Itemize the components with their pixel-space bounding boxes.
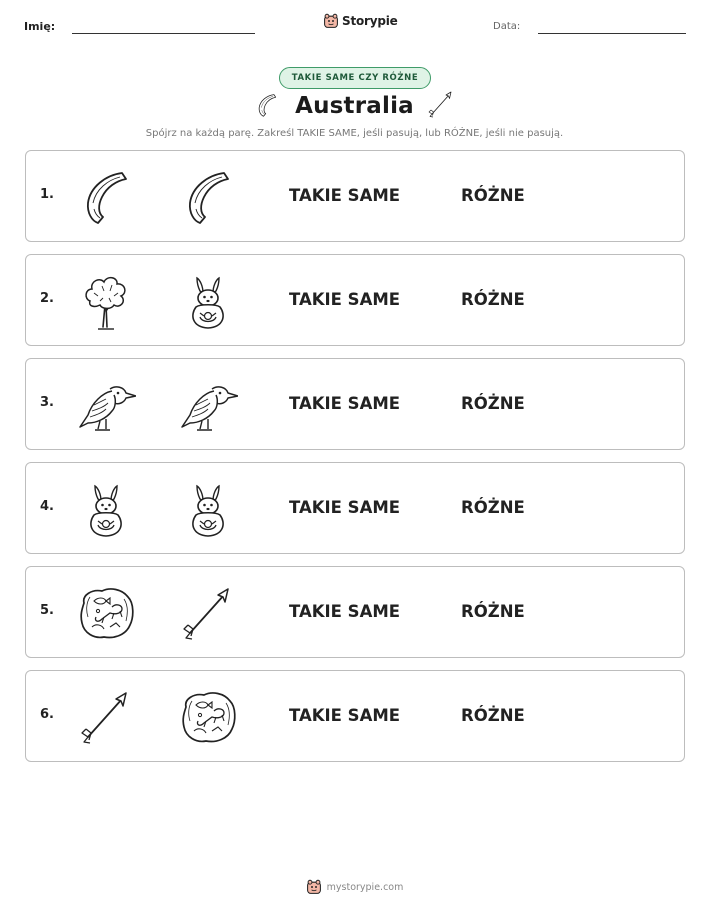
option-different[interactable]: RÓŻNE bbox=[461, 290, 525, 309]
option-different[interactable]: RÓŻNE bbox=[461, 498, 525, 517]
kangaroo-icon bbox=[178, 271, 238, 331]
instructions: Spójrz na każdą parę. Zakreśl TAKIE SAME, jeśli pasują, lub RÓŻNE, jeśli nie pasują. bbox=[145, 128, 564, 139]
row-number: 6. bbox=[40, 707, 54, 722]
exercise-row bbox=[25, 462, 685, 554]
date-label: Data: bbox=[493, 21, 521, 32]
brand-name: Storypie bbox=[342, 14, 398, 28]
storypie-logo-icon bbox=[323, 13, 339, 29]
option-same[interactable]: TAKIE SAME bbox=[289, 290, 401, 309]
name-label: Imię: bbox=[24, 20, 56, 33]
footer bbox=[0, 879, 709, 895]
exercise-row bbox=[25, 566, 685, 658]
exercise-row bbox=[25, 358, 685, 450]
page-title: Australia bbox=[295, 93, 414, 119]
row-number: 5. bbox=[40, 603, 54, 618]
boomerang-icon bbox=[178, 167, 238, 227]
row-number: 1. bbox=[40, 187, 54, 202]
tree-icon bbox=[76, 271, 136, 331]
row-number: 2. bbox=[40, 291, 54, 306]
option-different[interactable]: RÓŻNE bbox=[461, 602, 525, 621]
date-line[interactable] bbox=[538, 33, 686, 34]
kangaroo-icon bbox=[178, 479, 238, 539]
option-same[interactable]: TAKIE SAME bbox=[289, 498, 401, 517]
footer-url[interactable]: mystorypie.com bbox=[326, 881, 404, 893]
spear-icon bbox=[426, 89, 456, 119]
rock-art-icon bbox=[178, 687, 238, 747]
name-line[interactable] bbox=[72, 33, 255, 34]
kangaroo-icon bbox=[76, 479, 136, 539]
spear-icon bbox=[178, 583, 238, 643]
row-number: 4. bbox=[40, 499, 54, 514]
storypie-logo-icon bbox=[306, 879, 322, 895]
exercise-row bbox=[25, 254, 685, 346]
option-different[interactable]: RÓŻNE bbox=[461, 394, 525, 413]
exercise-row bbox=[25, 150, 685, 242]
option-same[interactable]: TAKIE SAME bbox=[289, 394, 401, 413]
option-same[interactable]: TAKIE SAME bbox=[289, 186, 401, 205]
boomerang-icon bbox=[76, 167, 136, 227]
option-same[interactable]: TAKIE SAME bbox=[289, 706, 401, 725]
worksheet-badge: TAKIE SAME CZY RÓŻNE bbox=[279, 67, 431, 89]
rock-art-icon bbox=[76, 583, 136, 643]
kookaburra-icon bbox=[76, 375, 136, 435]
option-same[interactable]: TAKIE SAME bbox=[289, 602, 401, 621]
brand-logo bbox=[323, 13, 398, 29]
kookaburra-icon bbox=[178, 375, 238, 435]
option-different[interactable]: RÓŻNE bbox=[461, 186, 525, 205]
exercise-row bbox=[25, 670, 685, 762]
spear-icon bbox=[76, 687, 136, 747]
option-different[interactable]: RÓŻNE bbox=[461, 706, 525, 725]
row-number: 3. bbox=[40, 395, 54, 410]
